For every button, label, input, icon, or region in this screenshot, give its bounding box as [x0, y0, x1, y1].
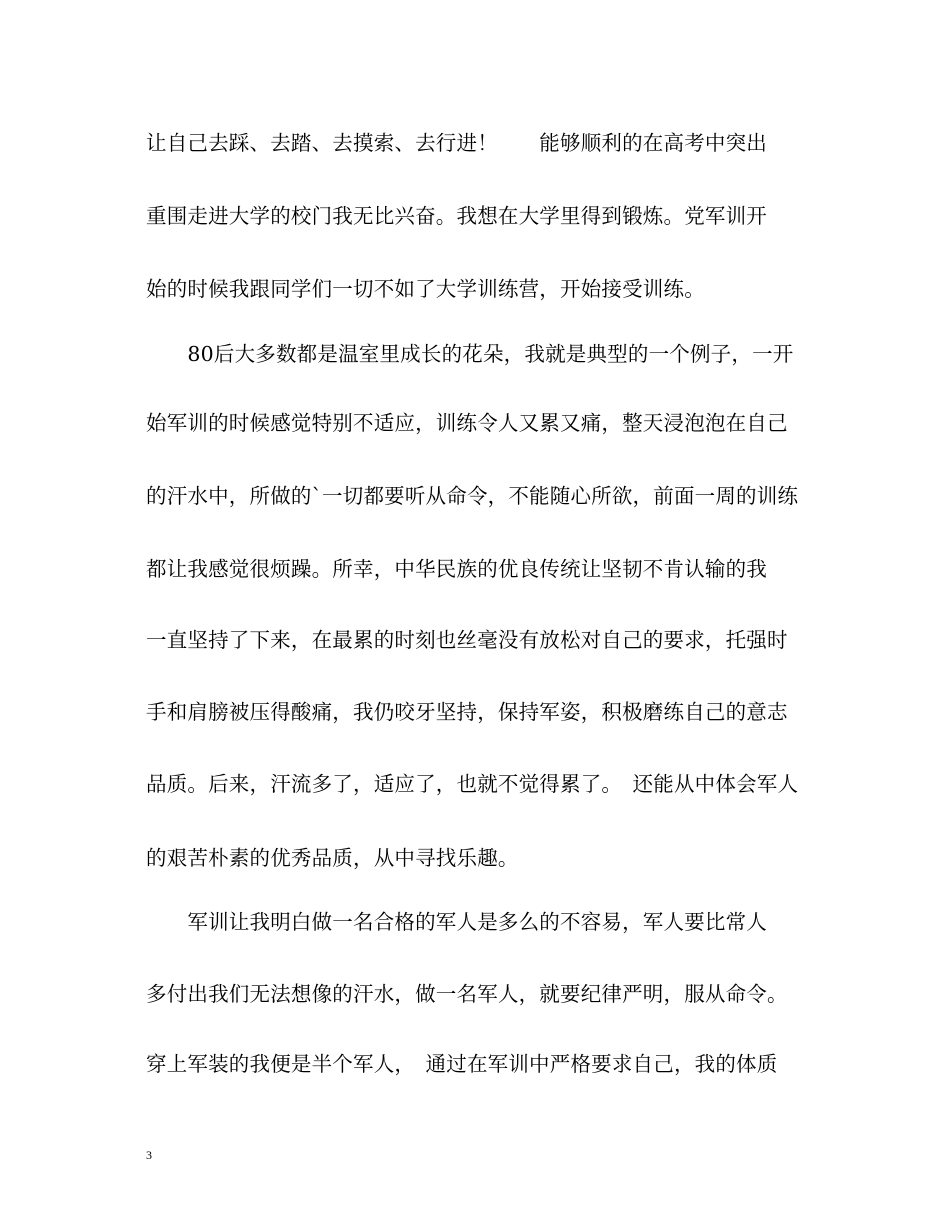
- text-line: 的汗水中，所做的`一切都要听从命令，不能随心所欲，前面一周的训练: [146, 484, 799, 508]
- text-line: 80后大多数都是温室里成长的花朵，我就是典型的一个例子，一开: [146, 342, 794, 366]
- text-line: 品质。后来，汗流多了，适应了，也就不觉得累了。 还能从中体会军人: [146, 772, 799, 796]
- text-line: 多付出我们无法想像的汗水，做一名军人，就要纪律严明，服从命令。: [146, 982, 788, 1006]
- text-line: 穿上军装的我便是半个军人， 通过在军训中严格要求自己，我的体质: [146, 1052, 778, 1076]
- text-line: 始的时候我跟同学们一切不如了大学训练营，开始接受训练。: [146, 277, 705, 301]
- text-line: 的艰苦朴素的优秀品质，从中寻找乐趣。: [146, 846, 519, 870]
- text-line: 手和肩膀被压得酸痛，我仍咬牙坚持，保持军姿，积极磨练自己的意志: [146, 700, 788, 724]
- text-line: 重围走进大学的校门我无比兴奋。我想在大学里得到锻炼。党军训开: [146, 204, 767, 228]
- text-line: 军训让我明白做一名合格的军人是多么的不容易，军人要比常人: [146, 910, 767, 934]
- text-line: 一直坚持了下来，在最累的时刻也丝毫没有放松对自己的要求，托强时: [146, 628, 788, 652]
- text-line: 始军训的时候感觉特别不适应，训练令人又累又痛，整天浸泡泡在自己: [146, 411, 788, 435]
- text-line: 让自己去踩、去踏、去摸索、去行进！ 能够顺利的在高考中突出: [146, 131, 767, 155]
- page-number: 3: [146, 1148, 152, 1162]
- text-line: 都让我感觉很烦躁。所幸，中华民族的优良传统让坚韧不肯认输的我: [146, 557, 767, 581]
